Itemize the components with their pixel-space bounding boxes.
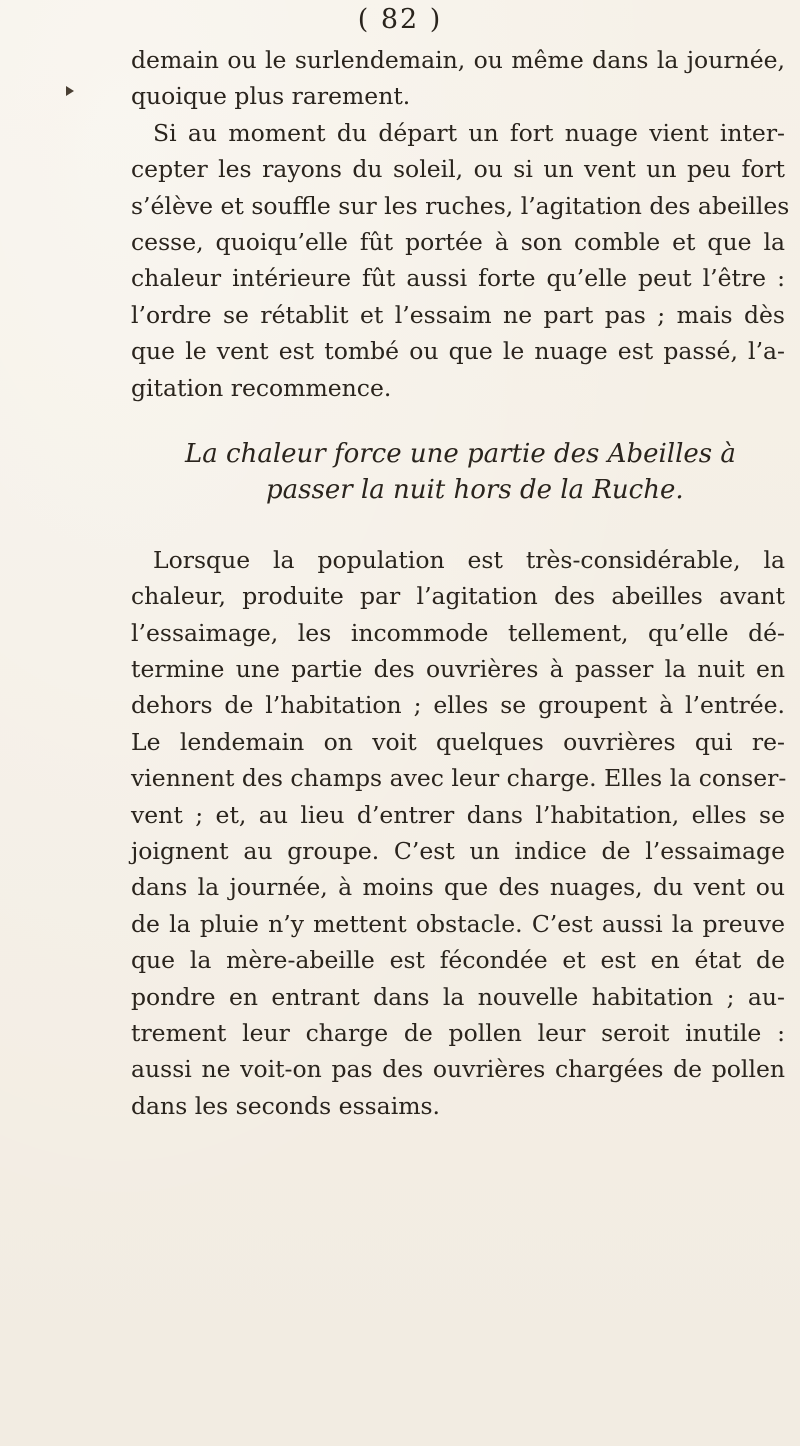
text-line: Si au moment du départ un fort nuage vient inter- (153, 118, 785, 147)
text-line: termine une partie des ouvrières à passer la nuit en (131, 655, 785, 684)
text-line: dans les seconds essaims. (131, 1091, 441, 1120)
text-line: quoique plus rarement. (131, 82, 411, 111)
text-line: Le lendemain on voit quelques ouvrières qui re- (131, 727, 785, 756)
text-line: trement leur charge de pollen leur seroit inutile : (131, 1018, 785, 1047)
text-line: de la pluie n’y mettent obstacle. C’est aussi la preuve (131, 909, 785, 938)
text-line: que le vent est tombé ou que le nuage est passé, l’a- (131, 337, 785, 366)
text-line: s’élève et souffle sur les ruches, l’agitation des abeilles (131, 191, 790, 220)
text-line: cesse, quoiqu’elle fût portée à son comble et que la (131, 227, 785, 256)
text-line: cepter les rayons du soleil, ou si un vent un peu fort (131, 155, 785, 184)
text-line: Lorsque la population est très-considérable, la (153, 545, 785, 574)
text-line: dans la journée, à moins que des nuages, du vent ou (131, 873, 785, 902)
text-line: aussi ne voit-on pas des ouvrières chargées de pollen (131, 1055, 785, 1084)
text-line: chaleur, produite par l’agitation des abeilles avant (131, 582, 785, 611)
margin-mark (66, 86, 74, 96)
section-heading: La chaleur force une partie des Abeilles à (185, 438, 736, 469)
text-line: gitation recommence. (131, 373, 392, 402)
text-line: vent ; et, au lieu d’entrer dans l’habitation, elles se (131, 800, 785, 829)
text-line: chaleur intérieure fût aussi forte qu’elle peut l’être : (131, 264, 785, 293)
text-line: l’ordre se rétablit et l’essaim ne part pas ; mais dès (131, 300, 785, 329)
text-line: demain ou le surlendemain, ou même dans la journée, (131, 46, 785, 74)
page-number: ( 82 ) (357, 4, 443, 35)
text-line: joignent au groupe. C’est un indice de l’essaimage (131, 837, 785, 866)
text-line: viennent des champs avec leur charge. Elles la conser- (131, 764, 787, 793)
text-line: l’essaimage, les incommode tellement, qu’elle dé- (131, 618, 785, 647)
page-body (131, 42, 790, 1124)
text-line: pondre en entrant dans la nouvelle habitation ; au- (131, 982, 785, 1011)
text-line: que la mère-abeille est fécondée et est en état de (131, 946, 785, 975)
text-line: dehors de l’habitation ; elles se groupent à l’entrée. (131, 691, 785, 720)
section-heading: passer la nuit hors de la Ruche. (266, 474, 684, 505)
